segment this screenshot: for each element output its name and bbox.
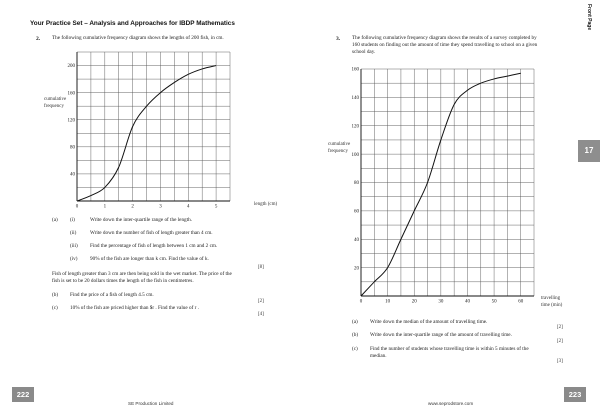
question-number: 2.: [36, 36, 41, 42]
y-tick-label: 120: [67, 118, 75, 124]
x-axis-label: time (min): [541, 303, 563, 308]
marks: [2]: [258, 299, 264, 304]
part-text: Find the price of a fish of length 4.5 cm.: [70, 292, 154, 298]
marks: [2]: [557, 339, 563, 344]
chart-grid: [77, 52, 230, 201]
part-label: (b): [352, 332, 359, 338]
y-axis-label: cumulative: [44, 97, 67, 102]
part-text: median.: [370, 353, 387, 359]
info-text: fish is set to be 20 dollars times the length of the fish in centimetres.: [52, 278, 194, 284]
x-tick-label: 30: [438, 299, 444, 305]
publisher-url: www.seprodstore.com: [428, 401, 474, 406]
y-axis-label: cumulative: [328, 142, 351, 147]
subpart-label: (iii): [70, 243, 78, 249]
x-tick-label: 3: [159, 204, 162, 210]
x-tick-label: 0: [75, 204, 79, 210]
x-tick-label: 50: [491, 299, 497, 305]
info-text: Fish of length greater than 3 cm are then being sold in the wet market. The price of the: [52, 271, 232, 277]
part-label: (a): [52, 217, 58, 223]
page-number-right: 223: [564, 387, 586, 402]
part-text: Write down the median of the amount of travelling time.: [370, 319, 488, 325]
subpart-text: Find the percentage of fish of length between 1 cm and 2 cm.: [90, 243, 218, 249]
subpart-label: (iv): [70, 256, 78, 262]
page-header-title: Your Practice Set – Analysis and Approaches for IBDP Mathematics: [30, 20, 235, 27]
x-tick-label: 40: [464, 299, 470, 305]
x-tick-label: 10: [385, 299, 391, 305]
x-tick-label: 20: [411, 299, 417, 305]
question-intro: The following cumulative frequency diagram shows the lengths of 200 fish, in cm.: [52, 35, 224, 41]
subpart-label: (ii): [70, 230, 77, 236]
running-page-label: Front Page: [586, 4, 592, 31]
question-number: 3.: [336, 36, 341, 42]
y-tick-label: 40: [354, 237, 359, 243]
y-tick-label: 80: [354, 181, 359, 187]
part-text: 10% of the fish are priced higher than $r . Find the value of r .: [70, 305, 199, 311]
subpart-text: 90% of the fish are longer than k cm. Find the value of k.: [90, 256, 209, 262]
x-tick-label: 0: [359, 299, 363, 305]
part-label: (b): [52, 292, 59, 298]
x-tick-label: 2: [131, 204, 134, 210]
x-tick-label: 1: [103, 204, 107, 210]
y-axis-label: frequency: [44, 104, 64, 109]
subpart-label: (i): [70, 217, 75, 223]
marks: [8]: [258, 265, 264, 270]
publisher-name: SE Production Limited: [128, 401, 174, 406]
x-tick-label: 5: [214, 204, 218, 210]
x-tick-label: 60: [518, 299, 524, 305]
subpart-text: Write down the inter-quartile range of the length.: [90, 217, 192, 223]
subpart-text: Write down the number of fish of length greater than 4 cm.: [90, 230, 213, 236]
marks: [4]: [258, 312, 264, 317]
y-tick-label: 80: [70, 145, 75, 151]
x-axis-label: length (cm): [254, 202, 278, 207]
chapter-tab: 17: [578, 140, 600, 162]
question-intro: school day.: [352, 49, 376, 55]
question-intro: The following cumulative frequency diagram shows the results of a survey completed by: [352, 35, 537, 41]
chart-grid: [361, 69, 534, 296]
y-tick-label: 200: [67, 64, 75, 70]
right-cumulative-frequency-chart: [326, 60, 576, 315]
x-tick-label: 4: [187, 204, 190, 210]
left-cumulative-frequency-chart: [28, 48, 290, 216]
y-tick-label: 100: [351, 152, 359, 158]
marks: [3]: [557, 359, 563, 364]
y-tick-label: 20: [354, 266, 359, 272]
question-intro: 160 students on finding out the amount of time they spend travelling to school on a given: [352, 42, 538, 48]
page-number-left: 222: [12, 387, 34, 402]
x-axis-label: travelling: [541, 296, 561, 301]
part-text: Find the number of students whose travelling time is within 5 minutes of the: [370, 346, 529, 352]
y-tick-label: 40: [70, 172, 75, 178]
part-label: (c): [52, 305, 58, 311]
y-tick-label: 160: [351, 67, 359, 73]
y-axis-label: frequency: [328, 149, 348, 154]
y-tick-label: 140: [351, 96, 359, 102]
marks: [2]: [557, 325, 563, 330]
part-text: Write down the inter-quartile range of the amount of travelling time.: [370, 332, 512, 338]
part-label: (c): [352, 346, 358, 352]
part-label: (a): [352, 319, 358, 325]
y-tick-label: 120: [351, 124, 359, 130]
y-tick-label: 160: [67, 91, 75, 97]
y-tick-label: 60: [354, 209, 359, 215]
